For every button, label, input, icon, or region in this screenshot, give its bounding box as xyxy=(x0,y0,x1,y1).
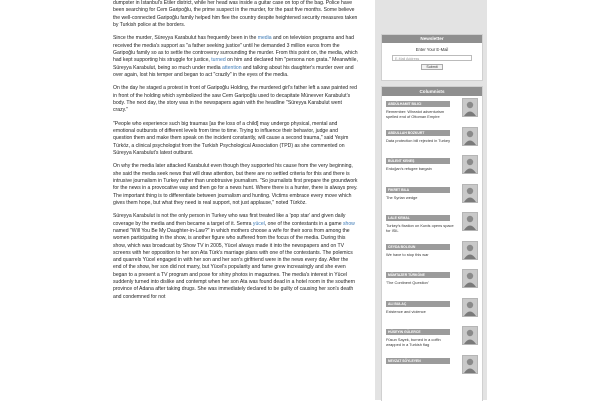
columnist-name[interactable]: HÜSEYIN GÜLERCE xyxy=(386,329,450,335)
inline-tag-link[interactable]: show xyxy=(342,220,355,227)
columnist-item[interactable] xyxy=(382,182,482,211)
article-body xyxy=(113,0,358,307)
column-title-link[interactable]: The Syrian wedge xyxy=(386,194,418,200)
columnist-photo xyxy=(462,269,478,288)
column-title-link[interactable]: Turkey's fixation on Kurds opens space for ISIL xyxy=(386,223,454,233)
paragraph-text: Süreyya Karabulut is not the only person in Turkey who was first treated like a 'pop star' and given daily coverage by the media and then became a target of it. Semra xyxy=(113,213,346,227)
article-paragraph xyxy=(113,0,358,29)
columnist-photo xyxy=(462,184,478,203)
paragraph-text: "People who experience such big traumas [as the loss of a child] may undergo physical, mental and emotional outbursts of different levels from time to time. Trying to influence their behavior, judge and question them and make them speak on the incident constantly, will cause a second trauma," said Yeşim Türköz, a clinical psychologist from the Turkish Psychological Association (TPD) as she commented on Süreyya Karabulut's latest outburst. xyxy=(113,120,349,156)
column-title-link[interactable]: Erdoğan's refugee bargain xyxy=(386,166,432,171)
column-title-link[interactable]: Remember: Wheatot adventurism spelled end of Ottoman Empire xyxy=(386,109,445,119)
article-paragraph xyxy=(113,85,358,114)
columnist-photo xyxy=(462,155,478,174)
columnist-photo xyxy=(462,127,478,146)
newsletter-box xyxy=(381,34,483,81)
columnist-photo xyxy=(462,212,478,231)
article-paragraph xyxy=(113,213,358,301)
columnist-name[interactable]: BÜLENT KENEŞ xyxy=(386,158,450,164)
email-field[interactable]: E-Mail Address xyxy=(392,55,472,61)
column-title-link[interactable]: We have to stop this war xyxy=(386,251,429,257)
paragraph-text: dumpster in İstanbul's Etiler district, while her head was inside a guitar case on top of the bag. Police have been searching for Cem Garipoğlu, the prime suspect in the murder, for the past five months. Some believe the well-connected Garipoğlu family helped him flee the country despite heightened security measures taken by Turkish police at the borders. xyxy=(113,0,358,28)
columnist-name[interactable]: ABDÜLHAMIT BILICI xyxy=(386,101,450,107)
person-silhouette-icon xyxy=(463,185,477,202)
columnist-item[interactable] xyxy=(382,324,482,353)
person-silhouette-icon xyxy=(463,213,477,230)
paragraph-text: , one of the contestants in a game xyxy=(264,220,343,227)
columnist-photo xyxy=(462,298,478,317)
columnist-item[interactable] xyxy=(382,296,482,325)
column-title-link[interactable]: Data protection bill rejected in Turkey xyxy=(386,137,451,143)
columnist-item[interactable] xyxy=(382,267,482,296)
columnists-box xyxy=(381,86,483,401)
newsletter-label: Enter Your E-Mail xyxy=(415,47,449,52)
newsletter-heading: Newsletter xyxy=(382,35,482,43)
person-silhouette-icon xyxy=(463,356,477,373)
paragraph-text: on him and declared him "persona non grata." Meanwhile, Süreyya Karabulut, being so much under media xyxy=(113,57,358,71)
inline-tag-link[interactable]: media xyxy=(257,35,272,42)
inline-tag-link[interactable]: attention xyxy=(222,64,242,71)
person-silhouette-icon xyxy=(463,242,477,259)
paragraph-text: and on television programs and had received the media's support as "a father seeking justice" until he demanded 3 million euros from the Garipoğlu family so as to settle the controversy surrounding the murder. From this point on, the media, which had kept supporting his struggle for justice, xyxy=(113,35,358,64)
column-title-link[interactable]: 'The Continent Question' xyxy=(386,280,429,285)
person-silhouette-icon xyxy=(463,270,477,287)
article-paragraph xyxy=(113,35,358,79)
columnist-name[interactable]: ABDULLAH BOZKURT xyxy=(386,130,450,136)
columnist-photo xyxy=(462,326,478,345)
person-silhouette-icon xyxy=(463,128,477,145)
column-title-link[interactable]: Füsun Sayek, burned in a coffin wrapped in a Turkish flag xyxy=(386,337,441,347)
paragraph-text: and talking about his daughter's murder over and over again, lost his temper and began to act "crazily" in the eyes of the media. xyxy=(113,64,354,78)
columnist-photo xyxy=(462,355,478,374)
paragraph-text: named "Will You Be My Daughter-in-Law?" in which mothers choose a wife for their sons from among the women participating in the show, is another figure who suffered from the focus of the media. During this show, which was broadcast by Show TV in 2005, Yücel always made it into the newspapers and on TV screens with her opposition to her son Ata Türk's marriage plans with one of the contestants. The polemics and quarrels Yücel engaged in with her son and her son's girlfriend were in the news every day. After the end of the show, her son did not marry, but Yücel's popularity and fame grew increasingly and she even began to a present a TV program and pose for shiny photos in magazines. The media's interest in Yücel suddenly turned into dislike and contempt when her son Ata was found dead in a hotel room in the southern province of Adana after taking drugs. She was immediately declared to be guilty of causing her son's death and condemned for not xyxy=(113,227,356,300)
columnist-name[interactable]: NEVZAT SÖYLEYEN xyxy=(386,358,450,364)
inline-tag-link[interactable]: turned xyxy=(211,57,226,64)
columnist-item[interactable] xyxy=(382,353,482,382)
article-paragraph xyxy=(113,121,358,157)
columnist-photo xyxy=(462,98,478,117)
submit-button[interactable]: Submit xyxy=(421,64,443,70)
columnist-item[interactable] xyxy=(382,125,482,154)
column-title-link[interactable]: Existence and violence xyxy=(386,308,426,314)
columnist-name[interactable]: MÜMTAZER TÜRKÖNE xyxy=(386,272,450,278)
paragraph-text: On why the media later attacked Karabulut even though they supported his cause from the very beginning, she said the media seek news that will draw attention, but there are no settled criteria for this and there is intrusive journalism in Turkey rather than unobtrusive journalism. "So journalists first prepare the groundwork for the news in a provocative way and then go for a news hunt. Where there is a hunter, there is always prey. The important thing is to differentiate between journalism and hunting. Victims embrace every move which gives them hope, but what they need is real support, not just applause," noted Türköz. xyxy=(113,163,358,206)
columnist-name[interactable]: LALE KEMAL xyxy=(386,215,450,221)
columnist-list xyxy=(382,96,482,381)
columnists-heading: Columnists xyxy=(382,87,482,96)
columnist-name[interactable]: ALI BULAÇ xyxy=(386,301,450,307)
paragraph-text: Since the murder, Süreyya Karabulut has frequently been in the xyxy=(113,35,258,42)
columnist-name[interactable]: FIKRET BILA xyxy=(386,187,450,193)
person-silhouette-icon xyxy=(463,327,477,344)
person-silhouette-icon xyxy=(463,156,477,173)
inline-tag-link[interactable]: yücel xyxy=(252,220,265,227)
columnist-photo xyxy=(462,241,478,260)
columnist-item[interactable] xyxy=(382,153,482,182)
person-silhouette-icon xyxy=(463,299,477,316)
person-silhouette-icon xyxy=(463,99,477,116)
paragraph-text: On the day he staged a protest in front of Garipoğlu Holding, the murdered girl's father left a saw painted red in front of the holding which symbolized the saw Cem Garipoğlu used to decapitate Münevver Karabulut's body. The next day, the story was in the newspapers again with the headline "Süreyya Karabulut went crazy." xyxy=(113,85,357,114)
columnist-item[interactable] xyxy=(382,210,482,239)
columnist-name[interactable]: CEYDA BOLGUN xyxy=(386,244,450,250)
article-paragraph xyxy=(113,163,358,207)
columnist-item[interactable] xyxy=(382,239,482,268)
columnist-item[interactable] xyxy=(382,96,482,125)
